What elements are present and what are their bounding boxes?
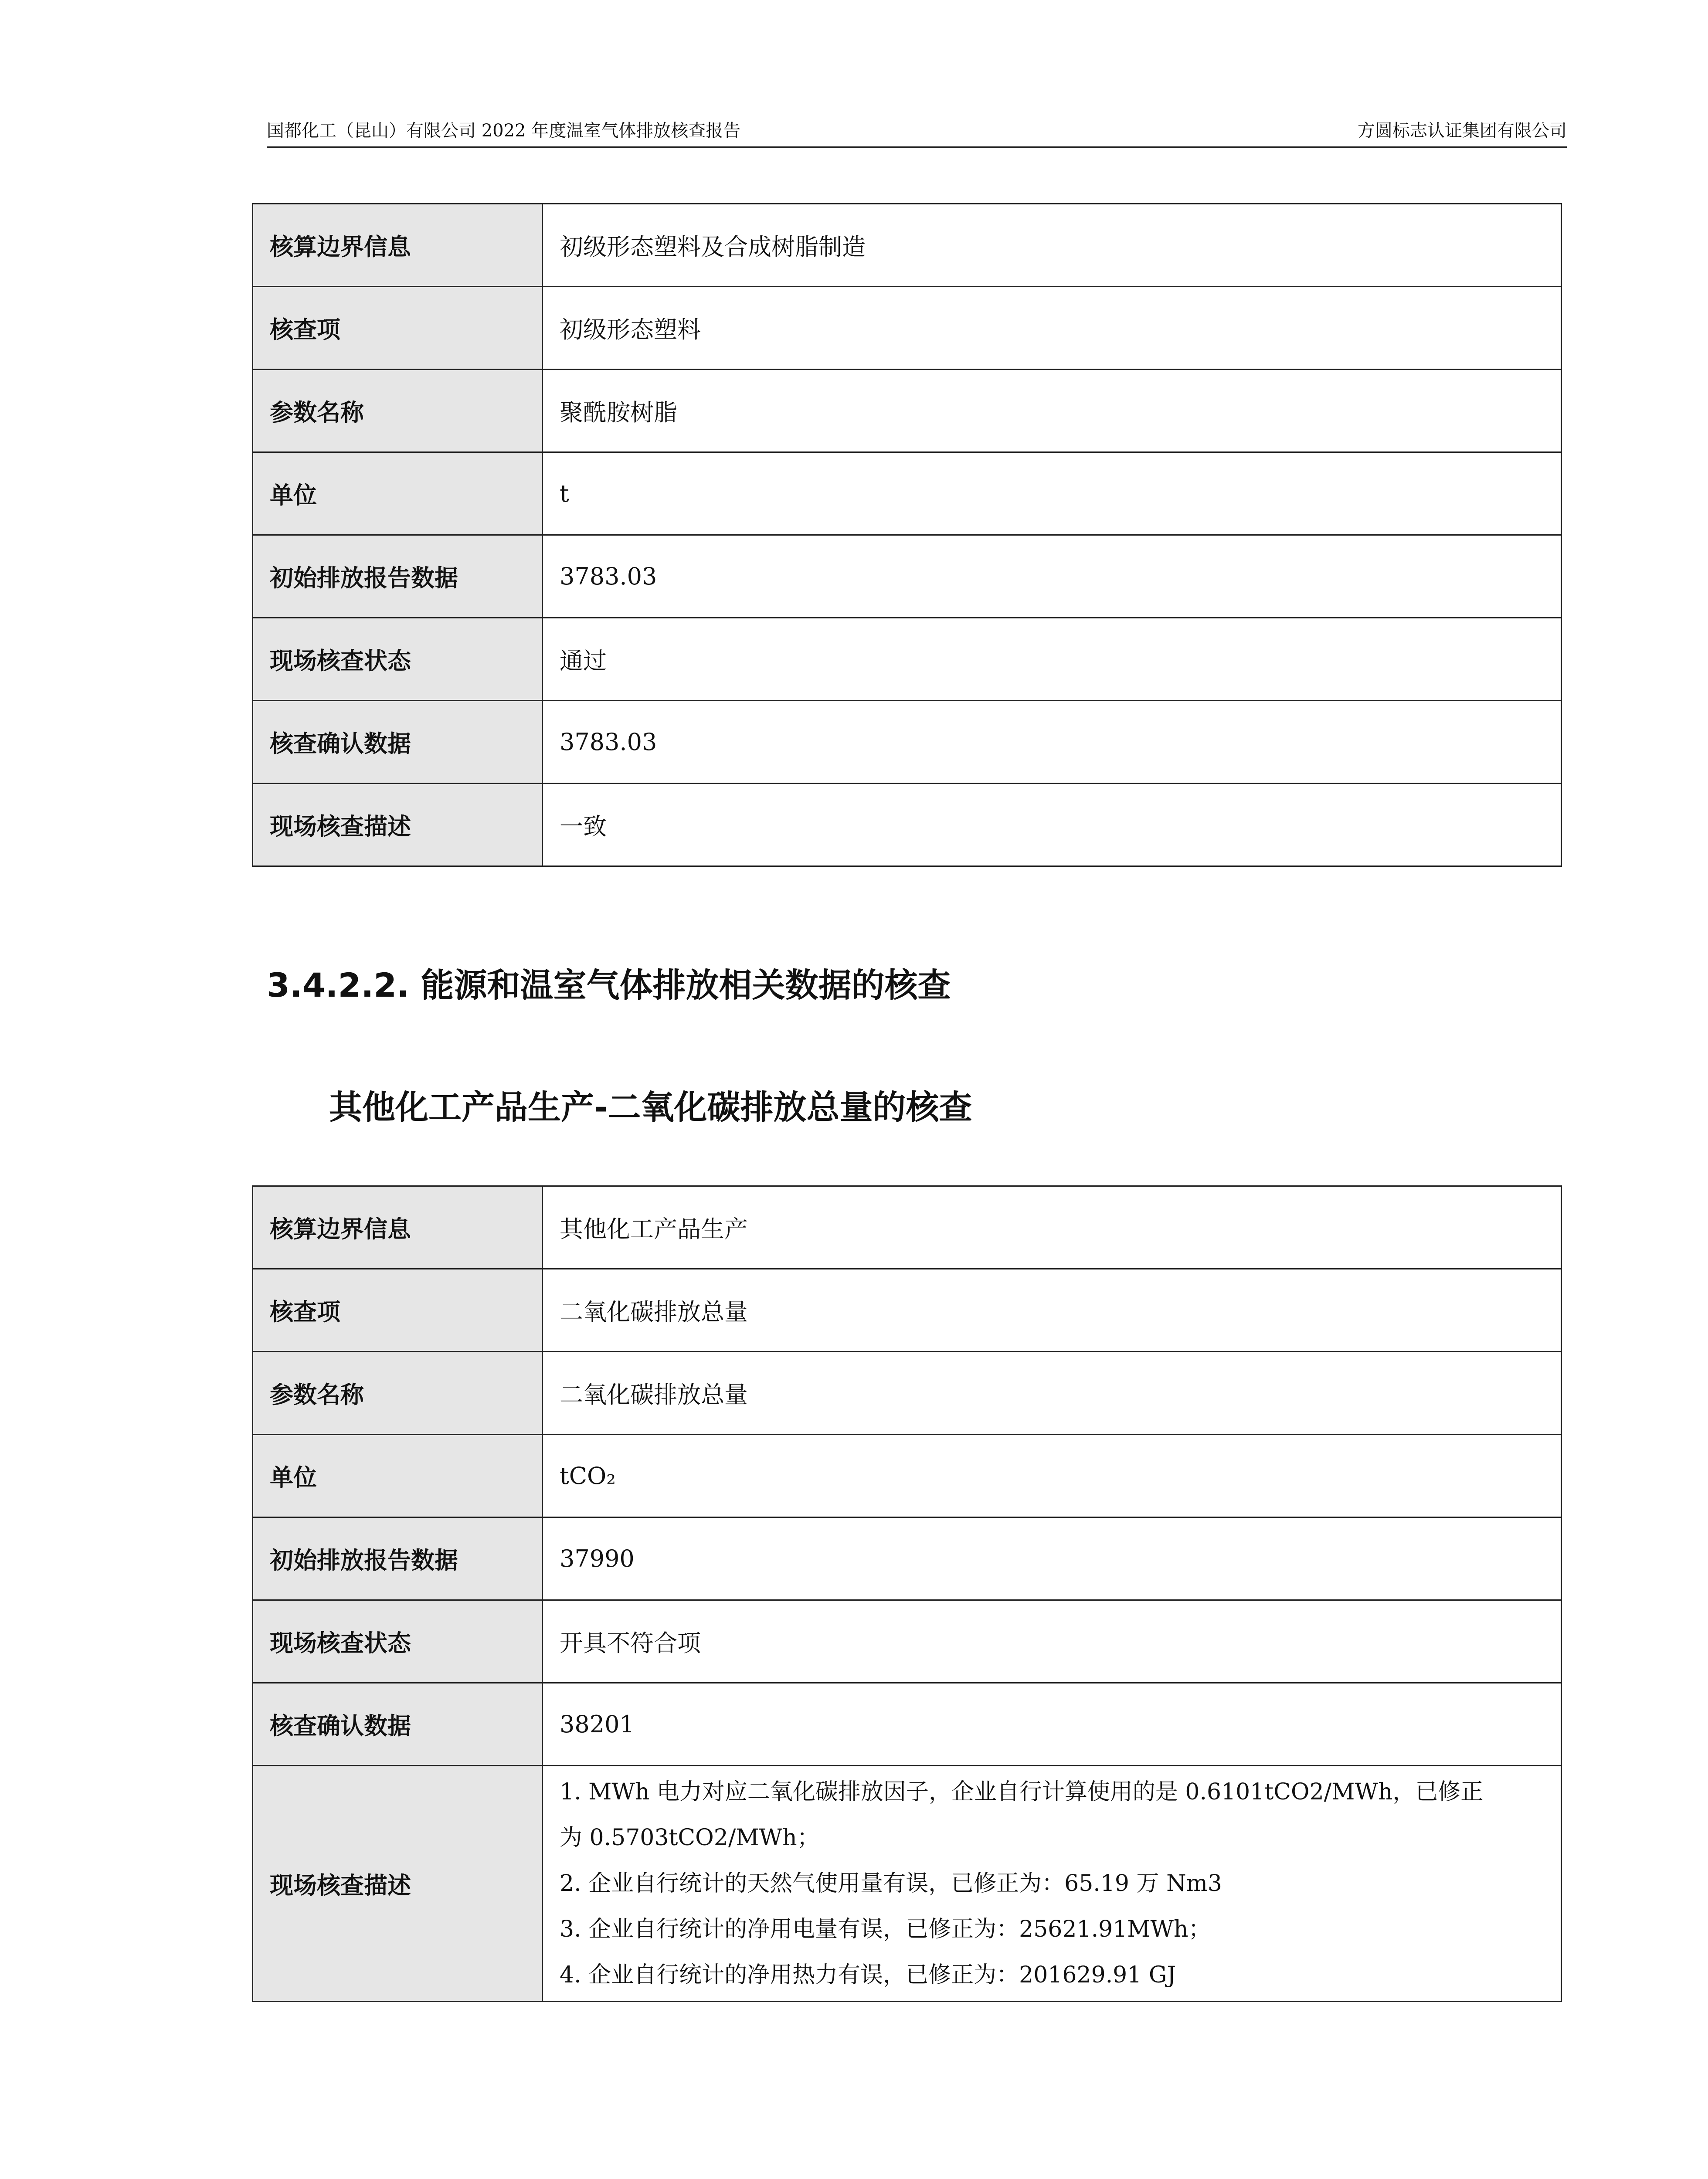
row-label: 核算边界信息: [253, 204, 543, 287]
table-row: [253, 701, 1562, 784]
description-line: 4. 企业自行统计的净用热力有误，已修正为：201629.91 GJ: [560, 1962, 1176, 1988]
row-label: 初始排放报告数据: [253, 535, 543, 618]
section-heading: 3.4.2.2. 能源和温室气体排放相关数据的核查: [267, 966, 951, 1005]
table-row: [253, 1683, 1562, 1766]
table-row: [253, 784, 1562, 866]
row-value: 通过: [543, 618, 1562, 701]
table-row: [253, 1517, 1562, 1600]
row-value: 二氧化碳排放总量: [543, 1352, 1562, 1435]
row-label: 单位: [253, 1435, 543, 1517]
table-row: [253, 618, 1562, 701]
description-line: 1. MWh 电力对应二氧化碳排放因子，企业自行计算使用的是 0.6101tCO2/MWh，已修正: [560, 1778, 1484, 1805]
row-label: 核查项: [253, 287, 543, 370]
page-header: [267, 118, 1567, 148]
table-row: [253, 1766, 1562, 2002]
plastics-verification-table: [252, 203, 1562, 867]
description-line: 3. 企业自行统计的净用电量有误，已修正为：25621.91MWh；: [560, 1916, 1211, 1942]
verification-description: [543, 1766, 1562, 2002]
description-line: 为 0.5703tCO2/MWh；: [560, 1824, 820, 1851]
table-row: [253, 1269, 1562, 1352]
table-row: [253, 370, 1562, 452]
row-value: 二氧化碳排放总量: [543, 1269, 1562, 1352]
table-row: [253, 535, 1562, 618]
row-label: 核算边界信息: [253, 1186, 543, 1269]
table-row: [253, 452, 1562, 535]
row-label: 参数名称: [253, 370, 543, 452]
row-value: 初级形态塑料及合成树脂制造: [543, 204, 1562, 287]
co2-emission-verification-table: [252, 1185, 1562, 2002]
table-row: [253, 204, 1562, 287]
row-value: 开具不符合项: [543, 1600, 1562, 1683]
row-value: 其他化工产品生产: [543, 1186, 1562, 1269]
row-label: 现场核查状态: [253, 1600, 543, 1683]
row-value: 3783.03: [543, 701, 1562, 784]
row-value: t: [543, 452, 1562, 535]
row-label: 核查确认数据: [253, 701, 543, 784]
table-row: [253, 1186, 1562, 1269]
row-label: 初始排放报告数据: [253, 1517, 543, 1600]
description-line: 2. 企业自行统计的天然气使用量有误，已修正为：65.19 万 Nm3: [560, 1870, 1222, 1897]
table-row: [253, 1600, 1562, 1683]
row-label: 参数名称: [253, 1352, 543, 1435]
table-row: [253, 287, 1562, 370]
row-value: 聚酰胺树脂: [543, 370, 1562, 452]
row-value: 3783.03: [543, 535, 1562, 618]
row-value: 38201: [543, 1683, 1562, 1766]
table-row: [253, 1435, 1562, 1517]
row-value: 一致: [543, 784, 1562, 866]
row-label: 核查项: [253, 1269, 543, 1352]
table-row: [253, 1352, 1562, 1435]
row-label: 现场核查状态: [253, 618, 543, 701]
row-value: tCO₂: [543, 1435, 1562, 1517]
row-value: 初级形态塑料: [543, 287, 1562, 370]
header-report-title: 国都化工（昆山）有限公司 2022 年度温室气体排放核查报告: [267, 121, 741, 141]
section-subheading: 其他化工产品生产-二氧化碳排放总量的核查: [329, 1088, 972, 1127]
row-label: 现场核查描述: [253, 1766, 543, 2002]
row-value: 37990: [543, 1517, 1562, 1600]
row-label: 核查确认数据: [253, 1683, 543, 1766]
header-company-name: 方圆标志认证集团有限公司: [1358, 121, 1567, 141]
row-label: 现场核查描述: [253, 784, 543, 866]
row-label: 单位: [253, 452, 543, 535]
